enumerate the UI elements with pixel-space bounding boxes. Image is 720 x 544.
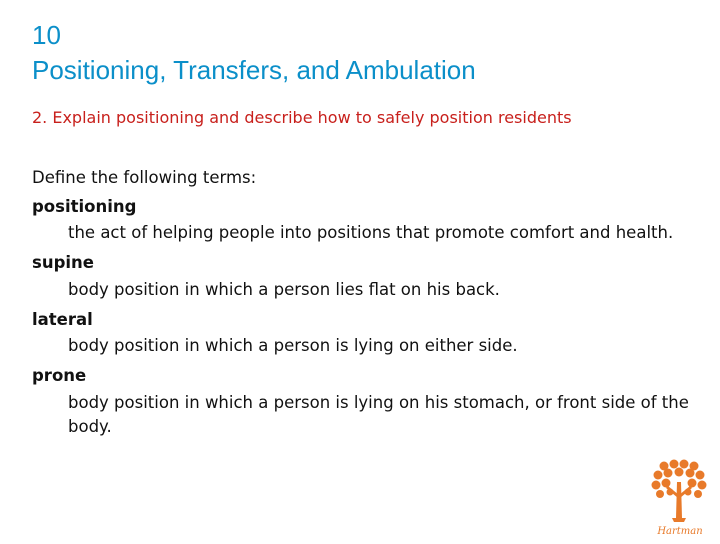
chapter-title: Positioning, Transfers, and Ambulation (32, 55, 476, 85)
hartman-logo (644, 458, 720, 540)
definitions-intro: Define the following terms: (32, 168, 257, 187)
definition-supine: body position in which a person lies flat on his back. (68, 279, 500, 299)
learning-objective: 2. Explain positioning and describe how to safely position residents (32, 108, 572, 127)
definition-positioning: the act of helping people into positions that promote comfort and health. (68, 223, 674, 243)
heart-tree-icon (644, 458, 720, 540)
chapter-number: 10 (32, 20, 61, 50)
term-prone: prone (32, 366, 87, 386)
definition-prone: body position in which a person is lying on his stomach, or front side of the body. (68, 392, 689, 436)
term-lateral: lateral (32, 309, 93, 329)
definitions-block (32, 164, 702, 443)
term-supine: supine (32, 253, 94, 273)
logo-text: Hartman (657, 526, 703, 537)
definition-lateral: body position in which a person is lying on either side. (68, 336, 518, 356)
term-positioning: positioning (32, 196, 137, 216)
